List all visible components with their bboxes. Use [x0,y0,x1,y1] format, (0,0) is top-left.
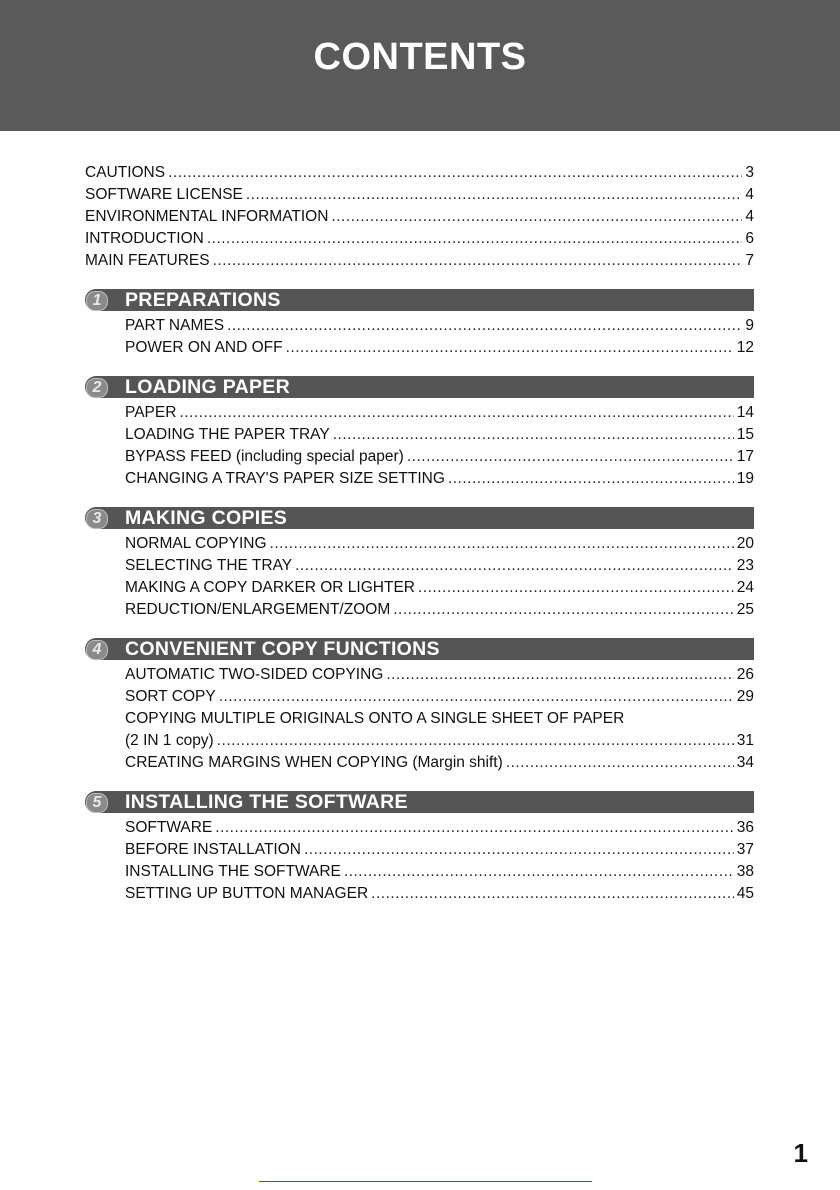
toc-entry-label: INTRODUCTION [85,230,204,247]
toc-entry-page: 45 [736,885,754,902]
toc-entry-label: NORMAL COPYING [125,535,267,552]
toc-entry-label: AUTOMATIC TWO-SIDED COPYING [125,666,384,683]
dot-leader [227,315,742,337]
section-title: INSTALLING THE SOFTWARE [125,791,408,813]
section-title: MAKING COPIES [125,507,288,529]
toc-entry[interactable] [85,228,754,250]
section-number-badge: 5 [86,793,108,813]
toc-entry-label: LOADING THE PAPER TRAY [125,426,330,443]
toc-entry-page: 34 [736,754,754,771]
dot-leader [344,861,734,883]
toc-entry-label: SETTING UP BUTTON MANAGER [125,885,369,902]
toc-entry[interactable] [85,817,754,839]
toc-entry[interactable] [85,664,754,686]
intro-entries [85,162,754,272]
section-header-preparations[interactable] [85,289,754,311]
toc-entry-page: 12 [736,339,754,356]
dot-leader [179,402,733,424]
toc-entry-label: (2 IN 1 copy) [125,732,214,749]
toc-entry-page: 25 [736,601,754,618]
toc-entry-page: 9 [745,317,754,334]
toc-entry-label: PAPER [125,404,177,421]
section-number-badge: 3 [86,509,108,529]
section-header-installing-the-software[interactable] [85,791,754,813]
toc-entry-label: POWER ON AND OFF [125,339,283,356]
dot-leader [393,599,734,621]
page-title: CONTENTS [313,36,527,78]
dot-leader [407,446,734,468]
toc-entry-label: COPYING MULTIPLE ORIGINALS ONTO A SINGLE SHEET OF PAPER [125,710,625,727]
toc-entry-page: 26 [736,666,754,683]
header-banner [0,0,840,131]
toc-entry[interactable] [85,250,754,272]
toc-entry-label: REDUCTION/ENLARGEMENT/ZOOM [125,601,391,618]
toc-entry-label: BYPASS FEED (including special paper) [125,448,404,465]
section-number-badge: 1 [86,291,108,311]
toc-entry-label: ENVIRONMENTAL INFORMATION [85,208,329,225]
toc-entry[interactable] [85,577,754,599]
toc-entry-label: CREATING MARGINS WHEN COPYING (Margin shift) [125,754,503,771]
dot-leader [295,555,734,577]
toc-entry[interactable] [85,599,754,621]
toc-entry[interactable] [85,468,754,490]
dot-leader [215,817,733,839]
toc-entry-label: SELECTING THE TRAY [125,557,293,574]
dot-leader [217,730,734,752]
toc-entry-page: 15 [736,426,754,443]
toc-entry-label: SOFTWARE LICENSE [85,186,243,203]
toc-entry[interactable] [85,162,754,184]
toc-entry[interactable] [85,184,754,206]
toc-entry-page: 14 [736,404,754,421]
dot-leader [270,533,734,555]
toc-entry-label: SOFTWARE [125,819,213,836]
dot-leader [219,686,734,708]
toc-entry-page: 6 [745,230,754,247]
toc-entry[interactable] [85,686,754,708]
toc-entry[interactable] [85,424,754,446]
toc-entry-page: 17 [736,448,754,465]
section-title: CONVENIENT COPY FUNCTIONS [125,638,440,660]
dot-leader [418,577,734,599]
dot-leader [448,468,734,490]
toc-entry-page: 38 [736,863,754,880]
toc-entry[interactable] [85,555,754,577]
toc-entry-page: 7 [745,252,754,269]
dot-leader [304,839,734,861]
footer-link-underline[interactable] [259,1181,592,1182]
toc-entry[interactable] [85,315,754,337]
toc-entry-label: BEFORE INSTALLATION [125,841,301,858]
toc-entry[interactable] [85,839,754,861]
toc-entry[interactable] [85,206,754,228]
section-title: LOADING PAPER [125,376,290,398]
toc-entry[interactable] [85,883,754,905]
toc-entry[interactable] [85,861,754,883]
toc-entry[interactable] [85,752,754,774]
dot-leader [333,424,734,446]
dot-leader [207,228,743,250]
section-header-loading-paper[interactable] [85,376,754,398]
toc-entry-label: CAUTIONS [85,164,166,181]
toc-entry[interactable] [85,402,754,424]
toc-entry-page: 31 [736,732,754,749]
toc-entry-label: MAIN FEATURES [85,252,210,269]
toc-entry[interactable] [85,533,754,555]
dot-leader [286,337,734,359]
toc-entry-page: 20 [736,535,754,552]
section-header-convenient-copy-functions[interactable] [85,638,754,660]
toc-entry-page: 29 [736,688,754,705]
section-header-making-copies[interactable] [85,507,754,529]
toc-entry-page: 37 [736,841,754,858]
table-of-contents [85,162,754,905]
toc-entry-label: SORT COPY [125,688,216,705]
toc-entry-page: 23 [736,557,754,574]
section-number-badge: 2 [86,378,108,398]
toc-entry-label: MAKING A COPY DARKER OR LIGHTER [125,579,415,596]
toc-entry-label: PART NAMES [125,317,225,334]
toc-entry[interactable] [85,337,754,359]
dot-leader [331,206,742,228]
toc-entry-label: CHANGING A TRAY'S PAPER SIZE SETTING [125,470,445,487]
toc-entry-first-line[interactable] [85,708,754,730]
section-number-badge: 4 [86,640,108,660]
toc-entry[interactable] [85,446,754,468]
toc-entry-page: 24 [736,579,754,596]
toc-entry-page: 36 [736,819,754,836]
section-title: PREPARATIONS [125,289,281,311]
toc-entry[interactable] [85,730,754,752]
toc-entry-page: 3 [745,164,754,181]
dot-leader [246,184,742,206]
toc-entry-page: 4 [745,186,754,203]
toc-entry-label: INSTALLING THE SOFTWARE [125,863,341,880]
toc-entry-page: 19 [736,470,754,487]
dot-leader [168,162,742,184]
dot-leader [371,883,734,905]
dot-leader [506,752,734,774]
page-number: 1 [793,1138,808,1168]
dot-leader [386,664,733,686]
toc-entry-page: 4 [745,208,754,225]
dot-leader [213,250,743,272]
